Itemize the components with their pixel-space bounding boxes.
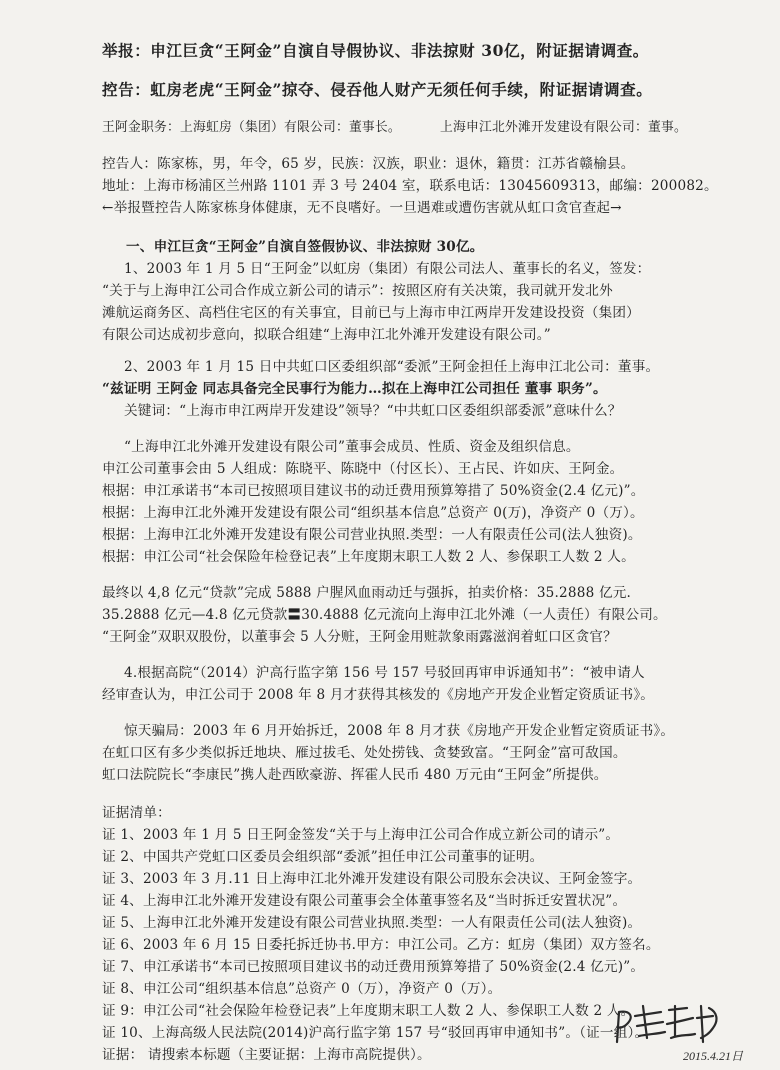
evidence-item: 证 2、中国共产党虹口区委员会组织部“委派”担任申江公司董事的证明。 [102, 849, 544, 865]
evidence-item: 证 6、2003 年 6 月 15 日委托拆迁协书.甲方：申江公司。乙方：虹房（集团）双方签名。 [102, 937, 660, 953]
evidence-item: 证 7、申江承诺书“本司已按照项目建议书的动迁费用预算筹措了 50%资金(2.4 亿元)”。 [102, 959, 645, 975]
section-6-line: 在虹口区有多少类似拆迁地块、雁过拔毛、处处捞钱、贪婪致富。“王阿金”富可敌国。 [102, 745, 627, 761]
position-right: 上海申江北外滩开发建设有限公司：董事。 [440, 120, 687, 135]
evidence-heading: 证据清单： [102, 805, 171, 821]
section-3-line: 根据：申江公司“社会保险年检登记表”上年度期末职工人数 2 人、参保职工人数 2 人。 [102, 549, 635, 565]
accuser-line-1: 控告人：陈家栋，男，年令，65 岁，民族：汉族，职业：退休，籍贯：江苏省赣榆县。 [102, 156, 635, 172]
section-6-line: 惊天骗局：2003 年 6 月开始拆迁，2008 年 8 月才获《房地产开发企业暂定资质证书》。 [124, 723, 675, 739]
section-1-line: 滩航运商务区、高档住宅区的有关事宜，目前已与上海市申江两岸开发建设投资（集团） [102, 305, 640, 321]
section-2-line: 2、2003 年 1 月 15 日中共虹口区委组织部“委派”王阿金担任上海申江北公司：董事。 [124, 359, 660, 375]
title-line-1: 举报：申江巨贪“王阿金”自演自导假协议、非法掠财 30亿，附证据请调查。 [102, 41, 649, 60]
section-1-line: 有限公司达成初步意向，拟联合组建“上海申江北外滩开发建设有限公司。” [102, 327, 551, 343]
section-1-line: “关于与上海申江公司合作成立新公司的请示”：按照区府有关决策，我司就开发北外 [102, 283, 613, 299]
section-1-heading: 一、申江巨贪“王阿金”自演自签假协议、非法掠财 30亿。 [126, 239, 484, 255]
title-line-2: 控告：虹房老虎“王阿金”掠夺、侵吞他人财产无须任何手续，附证据请调查。 [102, 80, 653, 99]
section-2-line: 关键词：“上海市申江两岸开发建设”领导？“中共虹口区委组织部委派”意味什么？ [124, 403, 622, 419]
evidence-item: 证 3、2003 年 3 月.11 日上海申江北外滩开发建设有限公司股东会决议、王阿金签字。 [102, 871, 642, 887]
section-3-line: 根据：申江承诺书“本司已按照项目建议书的动迁费用预算筹措了 50%资金(2.4 亿元)”。 [102, 483, 645, 499]
accuser-line-3: ←举报暨控告人陈家栋身体健康，无不良嗜好。一旦遇难或遭伤害就从虹口贪官查起→ [102, 200, 622, 216]
evidence-item: 证 9：申江公司“社会保险年检登记表”上年度期末职工人数 2 人、参保职工人数 2 人。 [102, 1003, 635, 1019]
section-2-line: “兹证明 王阿金 同志具备完全民事行为能力…拟在上海申江公司担任 董事 职务”。 [102, 381, 607, 397]
signature-date: 2015.4.21日 [683, 1049, 744, 1063]
section-5-line: 经审查认为，申江公司于 2008 年 8 月才获得其核发的《房地产开发企业暂定资质证书》。 [102, 687, 655, 703]
evidence-item: 证 5、上海申江北外滩开发建设有限公司营业执照.类型：一人有限责任公司(法人独资)。 [102, 915, 642, 931]
evidence-item: 证 8、申江公司“组织基本信息”总资产 0（万），净资产 0（万）。 [102, 981, 502, 997]
evidence-item: 证据： 请搜索本标题（主要证据：上海市高院提供）。 [102, 1047, 431, 1063]
handwritten-signature [605, 998, 775, 1066]
section-4-line: 最终以 4,8 亿元“贷款”完成 5888 户腥风血雨动迁与强拆，拍卖价格：35.2888 亿元. [102, 585, 632, 601]
section-3-line: “上海申江北外滩开发建设有限公司”董事会成员、性质、资金及组织信息。 [124, 439, 580, 455]
position-left: 王阿金职务：上海虹房（集团）有限公司：董事长。 [102, 120, 401, 135]
section-4-line: 35.2888 亿元—4.8 亿元贷款〓30.4888 亿元流向上海申江北外滩（一人责任）有限公司。 [102, 607, 667, 623]
section-5-line: 4.根据高院“（2014）沪高行监字第 156 号 157 号驳回再审申诉通知书”：“被申请人 [124, 665, 645, 681]
section-3-line: 根据：上海申江北外滩开发建设有限公司“组织基本信息”总资产 0(万)，净资产 0（万）。 [102, 505, 644, 521]
section-6-line: 虹口法院院长“李康民”携人赴西欧豪游、挥霍人民币 480 万元由“王阿金”所提供。 [102, 767, 608, 783]
section-1-line: 1、2003 年 1 月 5 日“王阿金”以虹房（集团）有限公司法人、董事长的名义，签发： [124, 261, 651, 277]
evidence-item: 证 10、上海高级人民法院(2014)沪高行监字第 157 号“驳回再审申通知书”。（证一组）。 [102, 1025, 649, 1041]
evidence-item: 证 1、2003 年 1 月 5 日王阿金签发“关于与上海申江公司合作成立新公司的请示”。 [102, 827, 620, 843]
section-4-line: “王阿金”双职双股份，以董事会 5 人分赃，王阿金用赃款象雨露滋润着虹口区贪官？ [102, 629, 617, 645]
accuser-line-2: 地址：上海市杨浦区兰州路 1101 弄 3 号 2404 室，联系电话：13045609313，邮编：200082。 [102, 178, 718, 194]
section-3-line: 根据：上海申江北外滩开发建设有限公司营业执照.类型：一人有限责任公司(法人独资)。 [102, 527, 642, 543]
section-3-line: 申江公司董事会由 5 人组成：陈晓平、陈晓中（付区长）、王占民、许如庆、王阿金。 [102, 461, 624, 477]
evidence-item: 证 4、上海申江北外滩开发建设有限公司董事会全体董事签名及“当时拆迁安置状况”。 [102, 893, 627, 909]
